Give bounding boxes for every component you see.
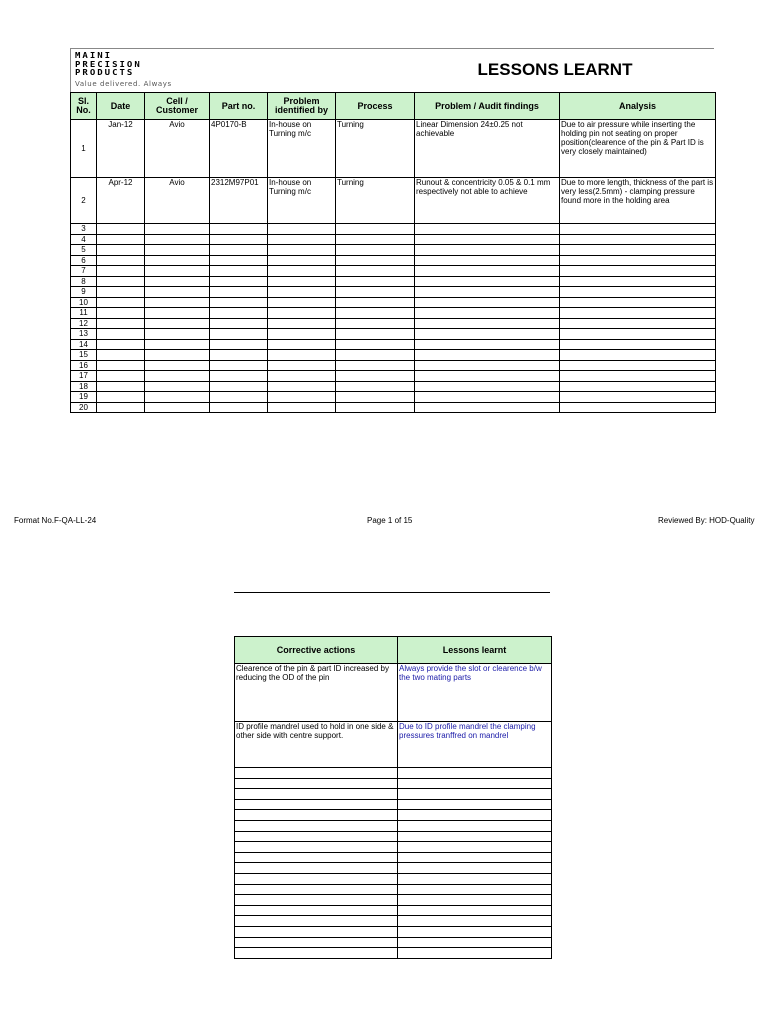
table-cell — [415, 381, 560, 392]
cell-sl: 11 — [71, 308, 97, 319]
table-row — [235, 948, 552, 959]
table-row — [235, 926, 552, 937]
col-header-process: Process — [336, 93, 415, 120]
table-cell — [415, 318, 560, 329]
cell-analysis: Due to more length, thickness of the part is very less(2.5mm) - clamping pressure found more in the holding area — [560, 178, 716, 224]
cell-identified: In-house on Turning m/c — [268, 178, 336, 224]
cell-sl: 13 — [71, 329, 97, 340]
table-cell — [415, 350, 560, 361]
table-cell — [415, 402, 560, 413]
table-cell — [268, 276, 336, 287]
table-cell — [145, 297, 210, 308]
table-cell — [336, 297, 415, 308]
table-cell — [210, 308, 268, 319]
table-cell — [268, 360, 336, 371]
table-cell — [97, 308, 145, 319]
table-cell — [145, 276, 210, 287]
cell-findings: Linear Dimension 24±0.25 not achievable — [415, 120, 560, 178]
table-cell — [268, 234, 336, 245]
table-row — [235, 937, 552, 948]
table-cell — [398, 778, 552, 789]
table-cell — [560, 339, 716, 350]
table-cell — [235, 778, 398, 789]
table-row — [71, 266, 716, 277]
table-cell — [336, 339, 415, 350]
cell-sl: 7 — [71, 266, 97, 277]
table-cell — [268, 371, 336, 382]
table-row — [235, 768, 552, 779]
table-cell — [560, 392, 716, 403]
table-cell — [560, 350, 716, 361]
cell-sl: 2 — [71, 178, 97, 224]
cell-corrective-action: ID profile mandrel used to hold in one side & other side with centre support. — [235, 722, 398, 768]
table-cell — [97, 339, 145, 350]
table-cell — [145, 402, 210, 413]
cell-date: Jan-12 — [97, 120, 145, 178]
document-title: LESSONS LEARNT — [477, 60, 633, 79]
table-cell — [235, 799, 398, 810]
table-cell — [145, 224, 210, 235]
table-cell — [235, 884, 398, 895]
table-cell — [398, 873, 552, 884]
table-cell — [145, 371, 210, 382]
table-row — [235, 789, 552, 800]
table-cell — [235, 916, 398, 927]
table-cell — [145, 381, 210, 392]
cell-identified: In-house on Turning m/c — [268, 120, 336, 178]
table-cell — [97, 360, 145, 371]
table-row — [235, 895, 552, 906]
table-cell — [415, 287, 560, 298]
table-row — [235, 831, 552, 842]
table-cell — [398, 937, 552, 948]
table-cell — [415, 255, 560, 266]
table-cell — [210, 339, 268, 350]
header-left-rule — [70, 48, 71, 92]
cell-sl: 15 — [71, 350, 97, 361]
footer-page-number: Page 1 of 15 — [367, 516, 413, 525]
table-row — [235, 842, 552, 853]
col-header-lessons: Lessons learnt — [398, 637, 552, 664]
table-cell — [97, 276, 145, 287]
table-cell — [210, 276, 268, 287]
table-cell — [97, 329, 145, 340]
table-row — [71, 297, 716, 308]
table-cell — [97, 287, 145, 298]
table-cell — [268, 392, 336, 403]
table-cell — [210, 255, 268, 266]
table-row — [71, 329, 716, 340]
col-header-sl: Sl. No. — [71, 93, 97, 120]
table-cell — [97, 371, 145, 382]
table-cell — [398, 916, 552, 927]
table-cell — [145, 245, 210, 256]
logo-line-3: PRODUCTS — [75, 69, 135, 78]
table-cell — [560, 276, 716, 287]
lessons-table — [70, 92, 716, 413]
table-row — [71, 120, 716, 178]
cell-sl: 9 — [71, 287, 97, 298]
cell-sl: 8 — [71, 276, 97, 287]
table-row — [71, 402, 716, 413]
table-row — [71, 224, 716, 235]
table-row — [235, 810, 552, 821]
table-cell — [235, 768, 398, 779]
footer-format-number: Format No.F-QA-LL-24 — [14, 516, 97, 525]
table-cell — [145, 360, 210, 371]
table-cell — [415, 329, 560, 340]
table-cell — [145, 339, 210, 350]
table-cell — [235, 905, 398, 916]
table-cell — [268, 318, 336, 329]
table-cell — [398, 863, 552, 874]
table-cell — [210, 381, 268, 392]
table-row — [235, 852, 552, 863]
table-cell — [560, 255, 716, 266]
corrective-actions-table — [234, 636, 552, 959]
table-cell — [97, 245, 145, 256]
table-cell — [210, 234, 268, 245]
table-cell — [415, 245, 560, 256]
table-cell — [415, 224, 560, 235]
table-cell — [560, 329, 716, 340]
table-cell — [398, 926, 552, 937]
table-cell — [210, 329, 268, 340]
table-row — [235, 799, 552, 810]
table-cell — [560, 371, 716, 382]
logo-line-1: MAINI — [75, 52, 113, 61]
table-row — [235, 664, 552, 722]
table-cell — [145, 350, 210, 361]
table-cell — [398, 799, 552, 810]
table-cell — [398, 842, 552, 853]
table-cell — [235, 842, 398, 853]
table-cell — [336, 318, 415, 329]
table-cell — [210, 287, 268, 298]
table-cell — [398, 852, 552, 863]
table-cell — [97, 266, 145, 277]
table-cell — [415, 266, 560, 277]
table-cell — [97, 255, 145, 266]
table-cell — [415, 308, 560, 319]
cell-sl: 3 — [71, 224, 97, 235]
table-cell — [336, 224, 415, 235]
logo-tagline: Value delivered. Always — [75, 79, 172, 88]
table-cell — [398, 895, 552, 906]
table-cell — [415, 234, 560, 245]
table-cell — [560, 287, 716, 298]
table-cell — [235, 873, 398, 884]
table-cell — [336, 381, 415, 392]
table-cell — [560, 318, 716, 329]
table-cell — [336, 234, 415, 245]
table-cell — [268, 245, 336, 256]
table-row — [71, 339, 716, 350]
table-cell — [97, 402, 145, 413]
table-cell — [268, 255, 336, 266]
table-row — [71, 287, 716, 298]
col-header-cell: Cell / Customer — [145, 93, 210, 120]
table-cell — [145, 287, 210, 298]
table-row — [235, 873, 552, 884]
table-row — [71, 245, 716, 256]
table-cell — [235, 895, 398, 906]
table-cell — [145, 318, 210, 329]
table-cell — [145, 308, 210, 319]
table-row — [235, 905, 552, 916]
table-cell — [560, 308, 716, 319]
table-cell — [398, 884, 552, 895]
table-cell — [336, 371, 415, 382]
cell-sl: 6 — [71, 255, 97, 266]
table-cell — [560, 297, 716, 308]
footer-reviewed-by: Reviewed By: HOD-Quality — [658, 516, 755, 525]
col-header-part: Part no. — [210, 93, 268, 120]
table-row — [71, 381, 716, 392]
table-cell — [398, 948, 552, 959]
cell-sl: 5 — [71, 245, 97, 256]
table-row — [71, 318, 716, 329]
table-cell — [398, 905, 552, 916]
table-cell — [336, 329, 415, 340]
table-row — [71, 392, 716, 403]
table-cell — [398, 810, 552, 821]
table-cell — [145, 329, 210, 340]
cell-date: Apr-12 — [97, 178, 145, 224]
table-cell — [210, 245, 268, 256]
table-cell — [210, 350, 268, 361]
table-row — [235, 863, 552, 874]
table-cell — [97, 234, 145, 245]
table-cell — [145, 392, 210, 403]
table-cell — [398, 831, 552, 842]
table-cell — [415, 360, 560, 371]
table-cell — [145, 234, 210, 245]
table-cell — [268, 381, 336, 392]
table-cell — [97, 392, 145, 403]
table-cell — [336, 276, 415, 287]
table-cell — [336, 245, 415, 256]
table-cell — [560, 266, 716, 277]
table-row — [71, 371, 716, 382]
table-cell — [235, 937, 398, 948]
table-row — [71, 350, 716, 361]
table-row — [71, 276, 716, 287]
table-cell — [336, 287, 415, 298]
table-cell — [560, 402, 716, 413]
table-row — [235, 778, 552, 789]
logo-line-2: PRECISION — [75, 60, 142, 70]
col-header-analysis: Analysis — [560, 93, 716, 120]
corrective-header-row — [235, 637, 552, 664]
table-cell — [268, 350, 336, 361]
cell-sl: 4 — [71, 234, 97, 245]
table-cell — [210, 402, 268, 413]
cell-process: Turning — [336, 178, 415, 224]
cell-lesson: Always provide the slot or clearence b/w the two mating parts — [398, 664, 552, 722]
cell-sl: 17 — [71, 371, 97, 382]
table-row — [71, 360, 716, 371]
table-cell — [336, 266, 415, 277]
col-header-corrective: Corrective actions — [235, 637, 398, 664]
table-cell — [210, 371, 268, 382]
cell-sl: 19 — [71, 392, 97, 403]
table-cell — [560, 224, 716, 235]
cell-part: 2312M97P01 — [210, 178, 268, 224]
table-cell — [415, 339, 560, 350]
cell-findings: Runout & concentricity 0.05 & 0.1 mm respectively not able to achieve — [415, 178, 560, 224]
table-cell — [268, 402, 336, 413]
table-cell — [398, 820, 552, 831]
table-cell — [415, 392, 560, 403]
table-cell — [415, 297, 560, 308]
table-cell — [235, 852, 398, 863]
table-cell — [398, 768, 552, 779]
table-cell — [235, 863, 398, 874]
col-header-identified: Problem identified by — [268, 93, 336, 120]
table-row — [235, 820, 552, 831]
table-cell — [336, 255, 415, 266]
table-cell — [97, 224, 145, 235]
table-cell — [336, 308, 415, 319]
cell-sl: 12 — [71, 318, 97, 329]
table-cell — [145, 266, 210, 277]
page-separator-rule — [234, 592, 550, 593]
table-cell — [235, 820, 398, 831]
table-row — [235, 916, 552, 927]
table-cell — [145, 255, 210, 266]
table-cell — [415, 371, 560, 382]
table-cell — [268, 224, 336, 235]
cell-corrective-action: Clearence of the pin & part ID increased by reducing the OD of the pin — [235, 664, 398, 722]
header-top-rule — [70, 48, 714, 49]
table-cell — [97, 350, 145, 361]
table-cell — [235, 789, 398, 800]
table-cell — [268, 329, 336, 340]
table-cell — [560, 360, 716, 371]
cell-customer: Avio — [145, 178, 210, 224]
table-cell — [235, 810, 398, 821]
table-cell — [210, 297, 268, 308]
table-cell — [268, 297, 336, 308]
table-cell — [398, 789, 552, 800]
table-cell — [336, 392, 415, 403]
table-cell — [235, 926, 398, 937]
table-cell — [560, 245, 716, 256]
lessons-header-row — [71, 93, 716, 120]
cell-sl: 10 — [71, 297, 97, 308]
table-cell — [210, 224, 268, 235]
cell-sl: 14 — [71, 339, 97, 350]
table-cell — [235, 831, 398, 842]
table-cell — [336, 402, 415, 413]
table-cell — [268, 308, 336, 319]
table-cell — [97, 381, 145, 392]
cell-analysis: Due to air pressure while inserting the holding pin not seating on proper position(clearence of the pin & Part ID is very closely maintained) — [560, 120, 716, 178]
table-cell — [415, 276, 560, 287]
table-cell — [210, 360, 268, 371]
table-row — [235, 722, 552, 768]
table-cell — [336, 350, 415, 361]
cell-sl: 18 — [71, 381, 97, 392]
table-cell — [97, 297, 145, 308]
table-cell — [336, 360, 415, 371]
cell-sl: 1 — [71, 120, 97, 178]
table-row — [235, 884, 552, 895]
table-cell — [210, 392, 268, 403]
company-logo — [75, 53, 185, 88]
table-cell — [210, 318, 268, 329]
table-cell — [268, 339, 336, 350]
table-cell — [560, 381, 716, 392]
table-cell — [235, 948, 398, 959]
table-row — [71, 255, 716, 266]
table-row — [71, 308, 716, 319]
cell-sl: 16 — [71, 360, 97, 371]
table-row — [71, 234, 716, 245]
table-cell — [210, 266, 268, 277]
col-header-findings: Problem / Audit findings — [415, 93, 560, 120]
table-cell — [97, 318, 145, 329]
cell-part: 4P0170-B — [210, 120, 268, 178]
col-header-date: Date — [97, 93, 145, 120]
cell-lesson: Due to ID profile mandrel the clamping pressures tranffred on mandrel — [398, 722, 552, 768]
table-row — [71, 178, 716, 224]
cell-customer: Avio — [145, 120, 210, 178]
cell-process: Turning — [336, 120, 415, 178]
table-cell — [560, 234, 716, 245]
table-cell — [268, 266, 336, 277]
table-cell — [268, 287, 336, 298]
cell-sl: 20 — [71, 402, 97, 413]
